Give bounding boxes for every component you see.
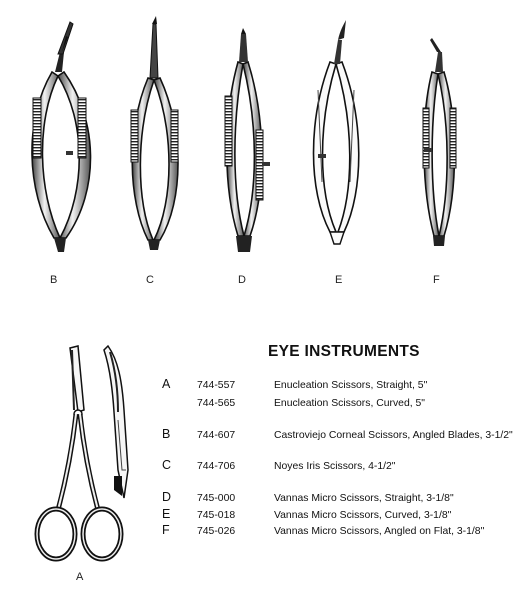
group-letter: B <box>162 427 171 441</box>
group-letter: C <box>162 458 172 472</box>
catalog-description: Vannas Micro Scissors, Angled on Flat, 3-1/8" <box>274 526 485 537</box>
scissors-b-illustration <box>32 22 91 252</box>
catalog-number: 744-565 <box>197 398 236 409</box>
catalog-description: Castroviejo Corneal Scissors, Angled Blades, 3-1/2" <box>274 430 513 441</box>
catalog-number: 745-000 <box>197 493 236 504</box>
group-letter: D <box>162 490 172 504</box>
catalog-number: 745-018 <box>197 510 236 521</box>
catalog-number: 744-706 <box>197 461 236 472</box>
catalog-description: Vannas Micro Scissors, Curved, 3-1/8" <box>274 510 452 521</box>
scissors-f-illustration <box>423 38 456 246</box>
catalog-number: 744-557 <box>197 380 236 391</box>
catalog-number: 745-026 <box>197 526 236 537</box>
label-b: B <box>50 274 58 286</box>
label-a: A <box>76 571 84 583</box>
catalog-description: Enucleation Scissors, Straight, 5" <box>274 380 428 391</box>
group-letter: A <box>162 377 171 391</box>
label-d: D <box>238 274 247 286</box>
scissors-c-illustration <box>131 16 178 250</box>
label-c: C <box>146 274 155 286</box>
catalog-number: 744-607 <box>197 430 236 441</box>
catalog-description: Enucleation Scissors, Curved, 5" <box>274 398 425 409</box>
catalog-title: EYE INSTRUMENTS <box>268 343 420 360</box>
scissors-a-illustration <box>37 346 121 559</box>
scissors-e-illustration <box>314 20 359 244</box>
catalog-description: Vannas Micro Scissors, Straight, 3-1/8" <box>274 493 454 504</box>
scissors-a-curved-blade-illustration <box>104 346 128 498</box>
label-f: F <box>433 274 441 286</box>
scissors-d-illustration <box>225 28 270 252</box>
catalog-description: Noyes Iris Scissors, 4-1/2" <box>274 461 396 472</box>
label-e: E <box>335 274 343 286</box>
group-letter: E <box>162 507 171 521</box>
group-letter: F <box>162 523 170 537</box>
